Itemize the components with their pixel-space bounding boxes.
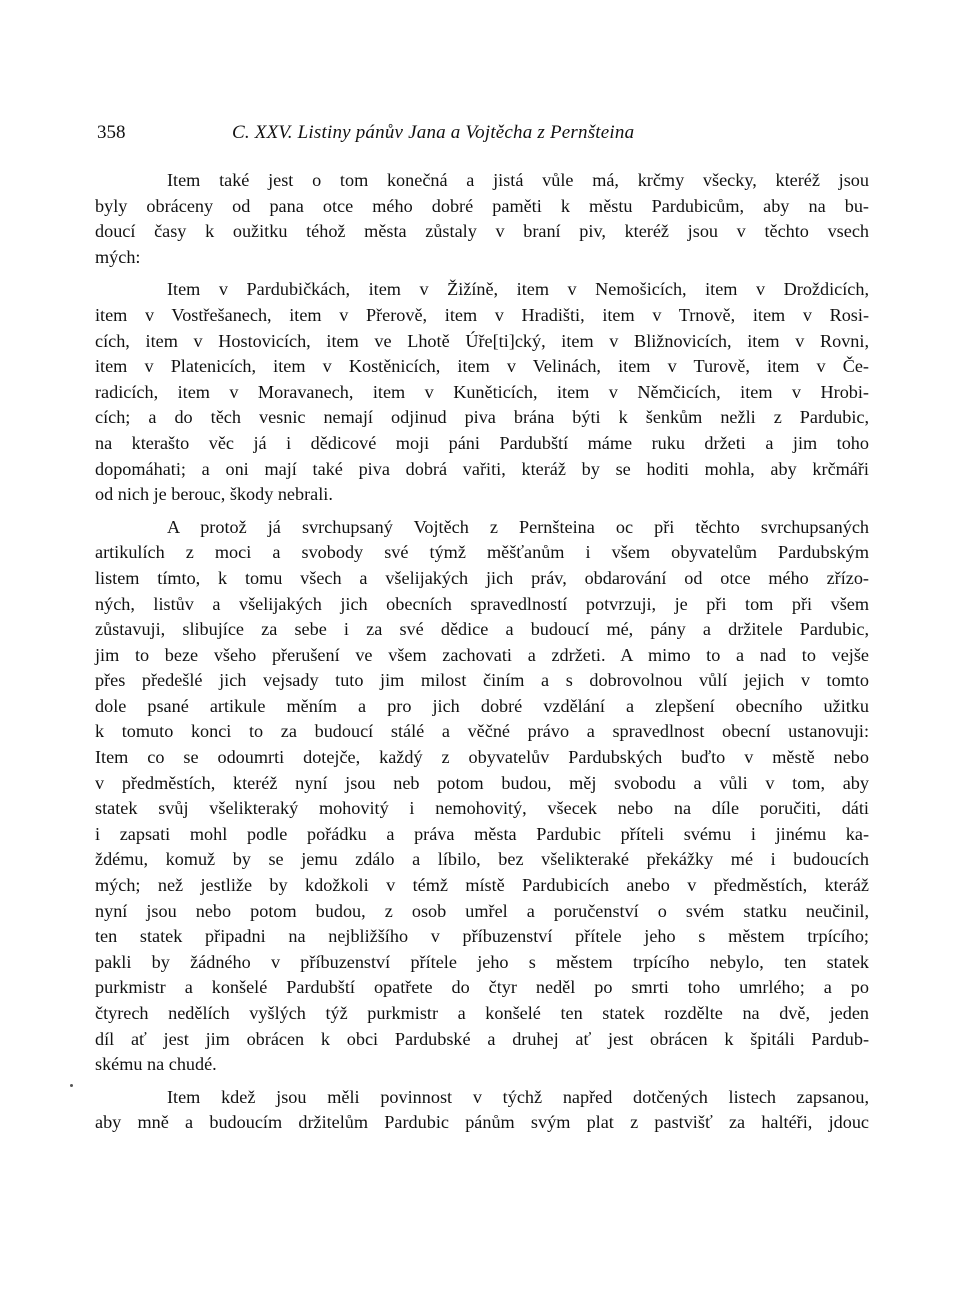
text-line: Item kdež jsou měli povinnost v týchž napřed dotčených listech zapsanou, xyxy=(167,1086,869,1107)
text-line: mých: xyxy=(95,246,141,267)
text-line: cích, item v Hostovicích, item ve Lhotě Úře[ti]cký, item v Bližnovicích, item v Rovni, xyxy=(95,330,869,351)
text-line: item v Vostřešanech, item v Přerově, item v Hradišti, item v Trnově, item v Rosi- xyxy=(95,304,869,325)
text-line: artikulích z moci a svobody své týmž měšťanům i všem obyvatelům Pardubským xyxy=(95,542,869,563)
text-line: Item co se odoumrti dotejče, každý z obyvatelův Pardubských buďto v městě nebo xyxy=(95,747,869,768)
text-line: doucí časy k oužitku téhož města zůstaly v braní piv, kteréž jsou v těchto vsech xyxy=(95,221,869,242)
text-line: pakli by žádného v příbuzenství přítele jeho s městem trpícího nebylo, ten statek xyxy=(95,951,869,972)
text-line: na kterašto věc já i dědicové moji páni Pardubští máme ruku držeti a jim toho xyxy=(95,432,869,453)
text-line: i zapsati mohl podle pořádku a práva města Pardubic příteli svému i jinému ka- xyxy=(95,823,869,844)
paragraph-odoumrt xyxy=(95,515,869,1078)
text-line: dopomáhati; a oni mají také piva dobrá vařiti, kteráž by se hoditi mohla, aby krčmáři xyxy=(95,458,869,479)
margin-mark xyxy=(70,1084,73,1087)
paragraph-krcmy xyxy=(95,168,869,270)
body-text xyxy=(95,168,869,1136)
text-line: v předměstích, kteréž nyní jsou neb potom budou, měj svobodu a vůli v tom, aby xyxy=(95,772,869,793)
text-line: A protož já svrchupsaný Vojtěch z Pernšteina oc při těchto svrchupsaných xyxy=(167,516,869,537)
paragraph-vesnice xyxy=(95,277,869,507)
text-line: dole psané artikule měním a pro jich dobré vzdělání a zlepšení obecního užitku xyxy=(95,695,869,716)
text-line: zůstavuji, slibujíce za sebe i za své dědice a budoucí mé, pány a držitele Pardubic, xyxy=(95,619,869,640)
text-line: ných, listův a všelijakých jich obecních spravedlností potvrzuji, je při tom při všem xyxy=(95,593,869,614)
paragraph-pastvista xyxy=(95,1085,869,1136)
text-line: jim to beze všeho přerušení ve všem zachovati a zdržeti. A mimo to a nad to vejše xyxy=(95,644,869,665)
text-line: nyní jsou nebo potom budou, z osob umřel a poručenství o svém statku neučinil, xyxy=(95,900,869,921)
text-line: k tomuto konci to za budoucí stálé a věčné právo a spravedlnost obecní ustanovuji: xyxy=(95,721,869,742)
text-line: mých; než jestliže by kdožkoli v témž místě Pardubicích anebo v předměstích, kteráž xyxy=(95,875,869,896)
text-line: aby mně a budoucím držitelům Pardubic pánům svým plat z pastvišť za haltéři, jdouc xyxy=(95,1112,869,1133)
text-line: statek svůj všelikteraký mohovitý i nemohovitý, všecek nebo na díle poručiti, dáti xyxy=(95,798,869,819)
text-line: ten statek připadni na nejbližšího v příbuzenství přítele jeho s městem trpícího; xyxy=(95,926,869,947)
text-line: radicích, item v Moravanech, item v Kuněticích, item v Němčicích, item v Hrobi- xyxy=(95,381,869,402)
running-title: C. XXV. Listiny pánův Jana a Vojtěcha z Pernšteina xyxy=(232,122,635,143)
text-line: od nich je berouc, škody nebrali. xyxy=(95,484,333,505)
page-number: 358 xyxy=(97,122,126,143)
text-line: cích; a do těch vesnic nemají odjinud piva brána býti k šenkům nežli z Pardubic, xyxy=(95,407,869,428)
text-line: Item také jest o tom konečná a jistá vůle má, krčmy všecky, kteréž jsou xyxy=(167,170,869,190)
text-line: přes předešlé jich vejsady tuto jim milost činím a s dobrovolnou vůlí jejich v tomto xyxy=(95,670,869,691)
text-line: díl ať jest jim obrácen k obci Pardubské a druhej ať jest obrácen k špitáli Pardub- xyxy=(95,1028,869,1049)
text-line: Item v Pardubičkách, item v Žižíně, item v Nemošicích, item v Droždicích, xyxy=(167,279,869,300)
page-header xyxy=(97,122,867,150)
text-line: purkmistr a konšelé Pardubští opatřete do čtyr neděl po smrti toho umrlého; a po xyxy=(95,977,869,998)
text-line: ždému, komuž by se jemu zdálo a líbilo, bez všelikteraké překážky mé i budoucích xyxy=(95,849,869,870)
text-line: item v Platenicích, item v Kostěnicích, item v Velinách, item v Turově, item v Če- xyxy=(95,356,869,377)
text-line: čtyrech nedělích vyšlých týž purkmistr a konšelé ten statek rozdělte na dvě, jeden xyxy=(95,1003,869,1023)
text-line: skému na chudé. xyxy=(95,1054,217,1075)
text-line: byly obráceny od pana otce mého dobré paměti k městu Pardubicům, aby na bu- xyxy=(95,195,869,216)
text-line: listem tímto, k tomu všech a všelijakých jich práv, obdarování od otce mého zřízo- xyxy=(95,567,869,588)
